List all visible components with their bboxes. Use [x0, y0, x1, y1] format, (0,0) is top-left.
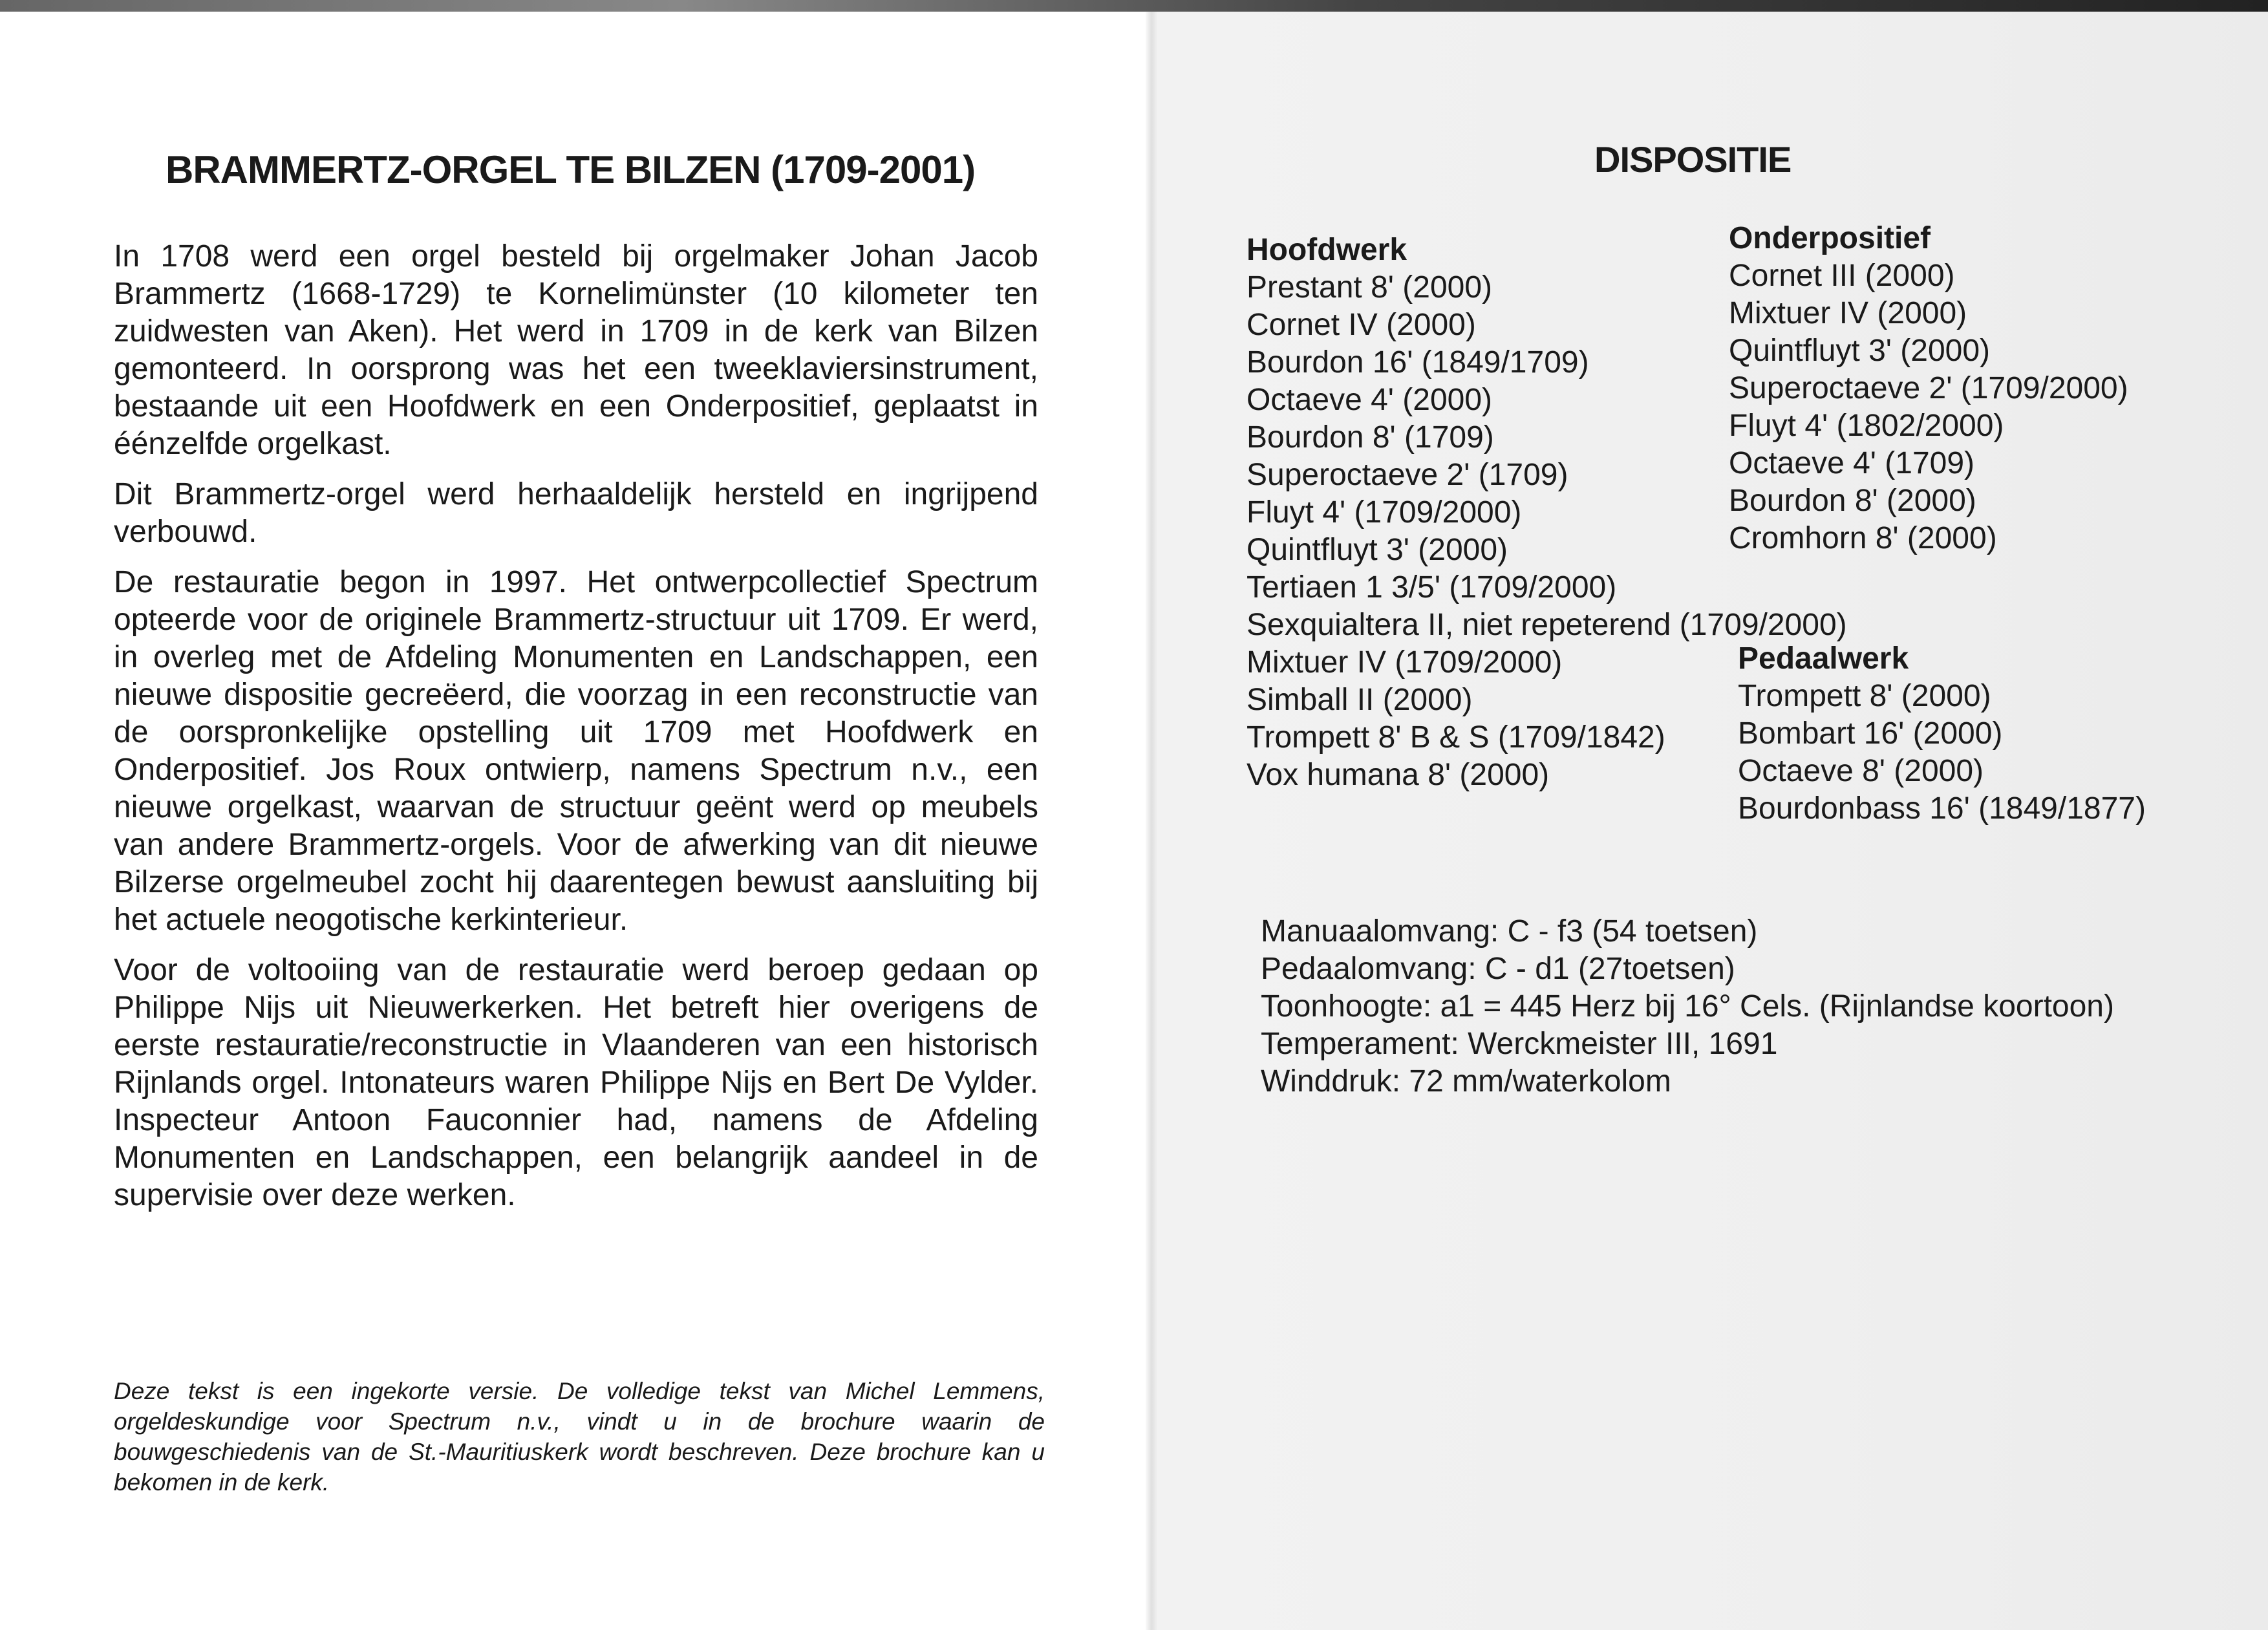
- pedaalwerk-list: [1738, 640, 2146, 828]
- stop-item: Trompett 8' (2000): [1738, 679, 1991, 713]
- spec-line: Manuaalomvang: C - f3 (54 toetsen): [1261, 914, 1758, 949]
- pedaalwerk-heading: Pedaalwerk: [1738, 641, 1909, 676]
- page-spine: [1146, 12, 1157, 1630]
- dispositie-title: DISPOSITIE: [1594, 139, 1792, 180]
- hoofdwerk-heading: Hoofdwerk: [1246, 233, 1407, 267]
- stop-item: Sexquialtera II, niet repeterend (1709/2000): [1246, 608, 1847, 642]
- stop-item: Bombart 16' (2000): [1738, 716, 2003, 751]
- scan-top-edge: [0, 0, 2268, 12]
- stop-item: Octaeve 4' (1709): [1729, 446, 1975, 480]
- stop-item: Mixtuer IV (1709/2000): [1246, 645, 1563, 680]
- stop-item: Superoctaeve 2' (1709): [1246, 458, 1568, 492]
- stop-item: Octaeve 8' (2000): [1738, 754, 1984, 788]
- stop-item: Mixtuer IV (2000): [1729, 296, 1967, 330]
- stop-item: Quintfluyt 3' (2000): [1729, 334, 1991, 368]
- spec-line: Pedaalomvang: C - d1 (27toetsen): [1261, 952, 1735, 986]
- paragraph: In 1708 werd een orgel besteld bij orgelmaker Johan Jacob Brammertz (1668-1729) te Kornelimünster (10 kilometer ten zuidwesten van Aken). Het werd in 1709 in de kerk van Bilzen gemonteerd. In oorsprong was het een tweeklaviersinstrument, bestaande uit een Hoofdwerk en een Onderpositief, geplaatst in éénzelfde orgelkast.: [114, 239, 1038, 461]
- organ-specs: [1261, 913, 2114, 1100]
- stop-item: Simball II (2000): [1246, 683, 1473, 717]
- stop-item: Quintfluyt 3' (2000): [1246, 533, 1508, 567]
- spec-line: Winddruk: 72 mm/waterkolom: [1261, 1064, 1671, 1099]
- onderpositief-heading: Onderpositief: [1729, 221, 1931, 255]
- paragraph: De restauratie begon in 1997. Het ontwerpcollectief Spectrum opteerde voor de originele Brammertz-structuur uit 1709. Er werd, in overleg met de Afdeling Monumenten en Landschappen, een nieuwe dispositie gecreëerd, die voorzag in een reconstructie van de oorspronkelijke opstelling uit 1709 met Hoofdwerk en Onderpositief. Jos Roux ontwierp, namens Spectrum n.v., een nieuwe orgelkast, waarvan de structuur geënt werd op meubels van andere Brammertz-orgels. Voor de afwerking van dit nieuwe Bilzerse orgelmeubel zocht hij daarentegen bewust aansluiting bij het actuele neogotische kerkinterieur.: [114, 565, 1038, 937]
- spec-line: Toonhoogte: a1 = 445 Herz bij 16° Cels. (Rijnlandse koortoon): [1261, 989, 2114, 1024]
- stop-item: Superoctaeve 2' (1709/2000): [1729, 371, 2128, 405]
- stop-item: Bourdon 16' (1849/1709): [1246, 345, 1589, 380]
- article-body: [114, 238, 1038, 1227]
- footnote: Deze tekst is een ingekorte versie. De volledige tekst van Michel Lemmens, orgeldeskundige voor Spectrum n.v., vindt u in de brochure waarin de bouwgeschiedenis van de St.-Mauritiuskerk wordt beschreven. Deze brochure kan u bekomen in de kerk.: [114, 1378, 1045, 1496]
- stop-item: Bourdon 8' (1709): [1246, 420, 1494, 455]
- stop-item: Cromhorn 8' (2000): [1729, 521, 1997, 555]
- stop-item: Vox humana 8' (2000): [1246, 758, 1550, 792]
- stop-item: Prestant 8' (2000): [1246, 270, 1493, 305]
- paragraph: Voor de voltooiing van de restauratie werd beroep gedaan op Philippe Nijs uit Nieuwerkerken. Het betreft hier overigens de eerste restauratie/reconstructie in Vlaanderen van een historisch Rijnlands orgel. Intonateurs waren Philippe Nijs en Bert De Vylder. Inspecteur Antoon Fauconnier had, namens de Afdeling Monumenten en Landschappen, een belangrijk aandeel in de supervisie over deze werken.: [114, 953, 1038, 1212]
- stop-item: Fluyt 4' (1802/2000): [1729, 409, 2004, 443]
- stop-item: Cornet III (2000): [1729, 259, 1955, 293]
- stop-item: Trompett 8' B & S (1709/1842): [1246, 720, 1665, 755]
- stop-item: Bourdonbass 16' (1849/1877): [1738, 791, 2146, 826]
- stop-item: Fluyt 4' (1709/2000): [1246, 495, 1522, 530]
- spec-line: Temperament: Werckmeister III, 1691: [1261, 1027, 1778, 1061]
- stop-item: Bourdon 8' (2000): [1729, 484, 1976, 518]
- paragraph: Dit Brammertz-orgel werd herhaaldelijk hersteld en ingrijpend verbouwd.: [114, 477, 1038, 549]
- onderpositief-list: [1729, 220, 2128, 557]
- page-title: BRAMMERTZ-ORGEL TE BILZEN (1709-2001): [166, 148, 976, 191]
- stop-item: Tertiaen 1 3/5' (1709/2000): [1246, 570, 1617, 605]
- stop-item: Octaeve 4' (2000): [1246, 383, 1493, 417]
- stop-item: Cornet IV (2000): [1246, 308, 1476, 342]
